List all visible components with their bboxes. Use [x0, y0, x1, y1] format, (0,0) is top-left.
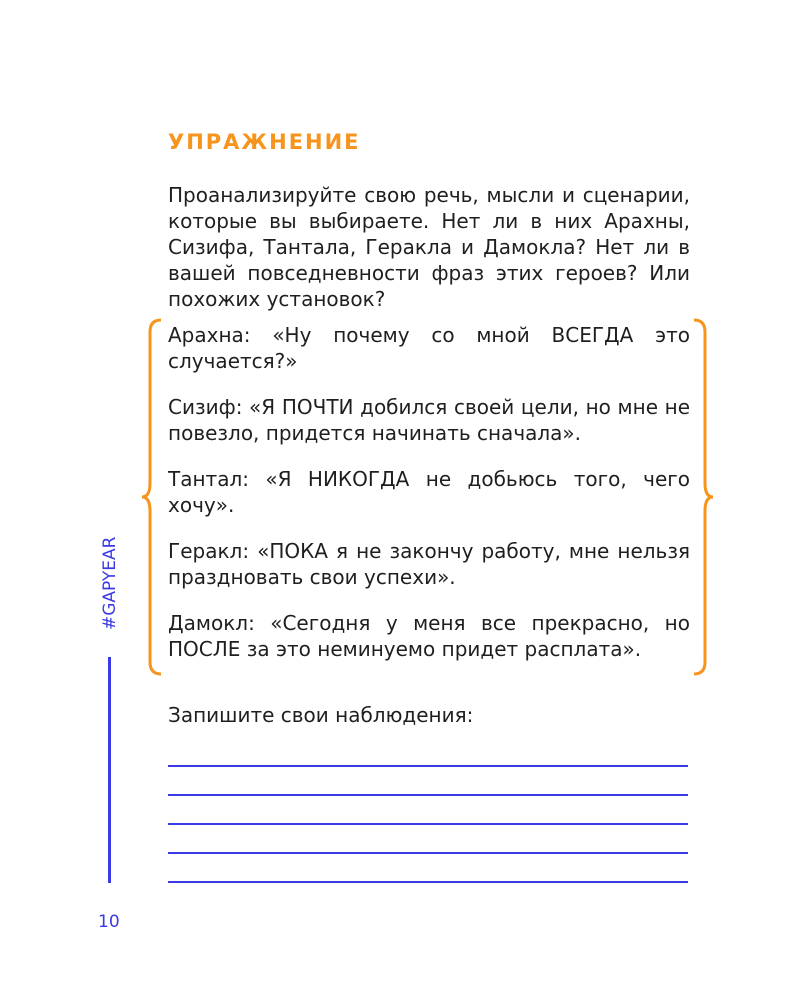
intro-paragraph: Проанализируйте свою речь, мысли и сценарии, которые вы выбираете. Нет ли в них Арахны, Сизифа, Тантала, Геракла и Дамокла? Нет ли в вашей повседневности фраз этих героев? Или похожих установок? [168, 183, 690, 311]
side-hashtag: #GAPYEAR [100, 536, 120, 630]
writing-line[interactable] [168, 765, 688, 767]
exercise-title: УПРАЖНЕНИЕ [168, 130, 361, 154]
notes-prompt: Запишите свои наблюдения: [168, 703, 474, 727]
writing-line[interactable] [168, 823, 688, 825]
page-number: 10 [98, 912, 120, 932]
quote-arachne: Арахна: «Ну почему со мной ВСЕГДА это случается?» [168, 323, 690, 373]
quote-tantalus: Тантал: «Я НИКОГДА не добьюсь того, чего хочу». [168, 467, 690, 517]
quote-sisyphus: Сизиф: «Я ПОЧТИ добился своей цели, но мне не повезло, придется начинать сначала». [168, 395, 690, 445]
writing-line[interactable] [168, 794, 688, 796]
quote-heracles: Геракл: «ПОКА я не закончу работу, мне нельзя праздновать свои успехи». [168, 539, 690, 589]
quotes-block [168, 322, 690, 682]
side-divider-line [108, 657, 111, 883]
writing-line[interactable] [168, 852, 688, 854]
quote-damocles: Дамокл: «Сегодня у меня все прекрасно, но ПОСЛЕ за это неминуемо придет расплата». [168, 611, 690, 661]
right-brace-icon [692, 318, 714, 676]
writing-line[interactable] [168, 881, 688, 883]
left-brace-icon [141, 318, 163, 676]
